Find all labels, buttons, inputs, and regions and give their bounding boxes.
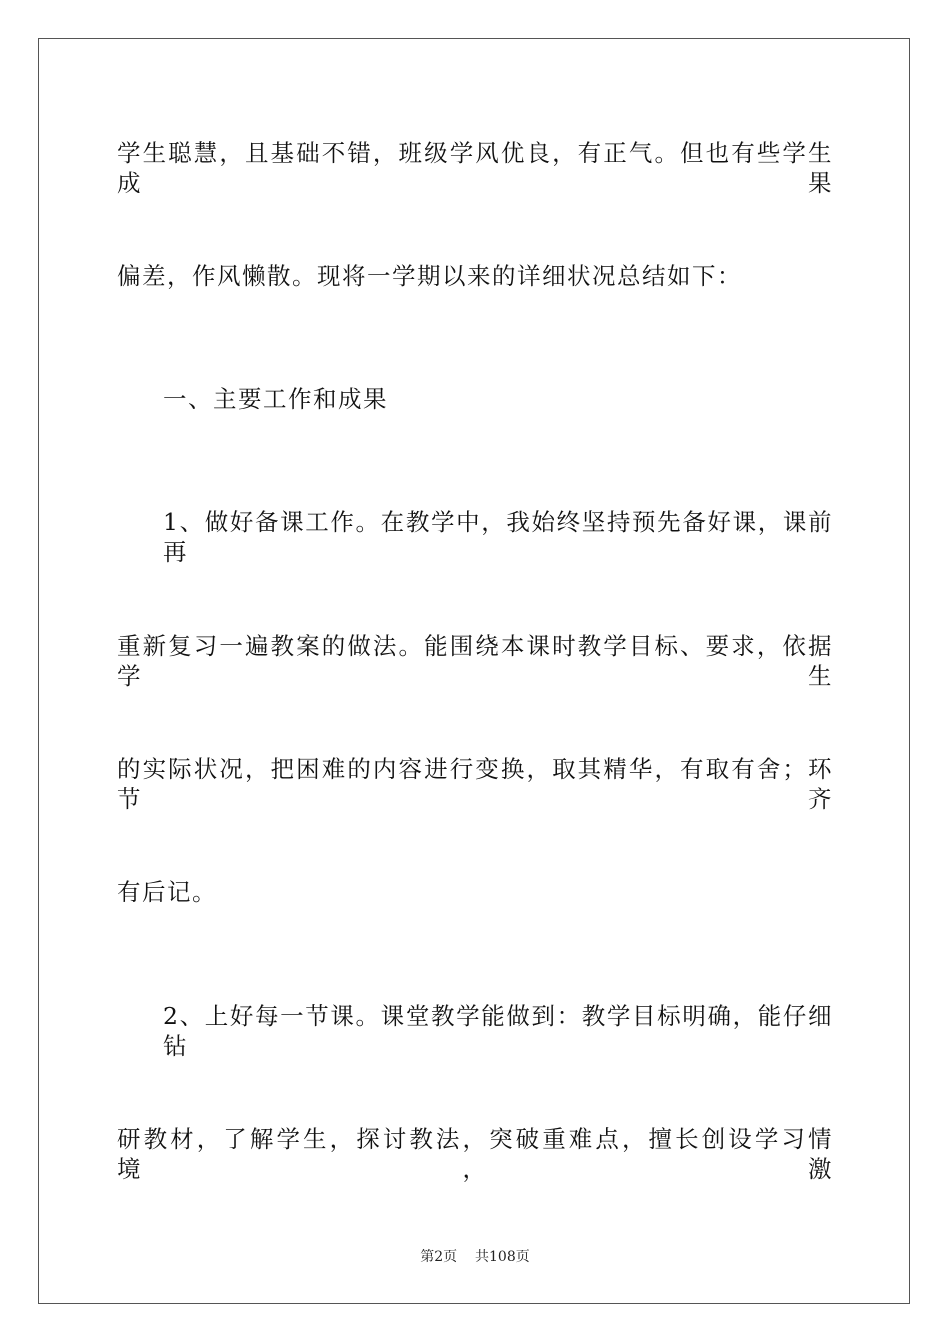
page-footer <box>0 1248 950 1266</box>
section-heading: 一、主要工作和成果 <box>163 385 388 413</box>
body-line-9: 研教材，了解学生，探讨教法，突破重难点，擅长创设学习情境，激 <box>117 1125 833 1183</box>
body-line-1: 学生聪慧，且基础不错，班级学风优良，有正气。但也有些学生成果 <box>117 139 833 197</box>
body-line-6: 的实际状况，把困难的内容进行变换，取其精华，有取有舍；环节齐 <box>117 755 833 813</box>
total-pages: 共108页 <box>475 1249 530 1265</box>
body-line-8: 2、上好每一节课。课堂教学能做到：教学目标明确，能仔细钻 <box>163 1002 833 1060</box>
body-line-2: 偏差，作风懒散。现将一学期以来的详细状况总结如下： <box>117 262 742 290</box>
page-number: 第2页 <box>420 1249 458 1265</box>
body-line-7: 有后记。 <box>117 878 217 906</box>
body-line-5: 重新复习一遍教案的做法。能围绕本课时教学目标、要求，依据学生 <box>117 632 833 690</box>
body-line-4: 1、做好备课工作。在教学中，我始终坚持预先备好课，课前再 <box>163 508 833 566</box>
